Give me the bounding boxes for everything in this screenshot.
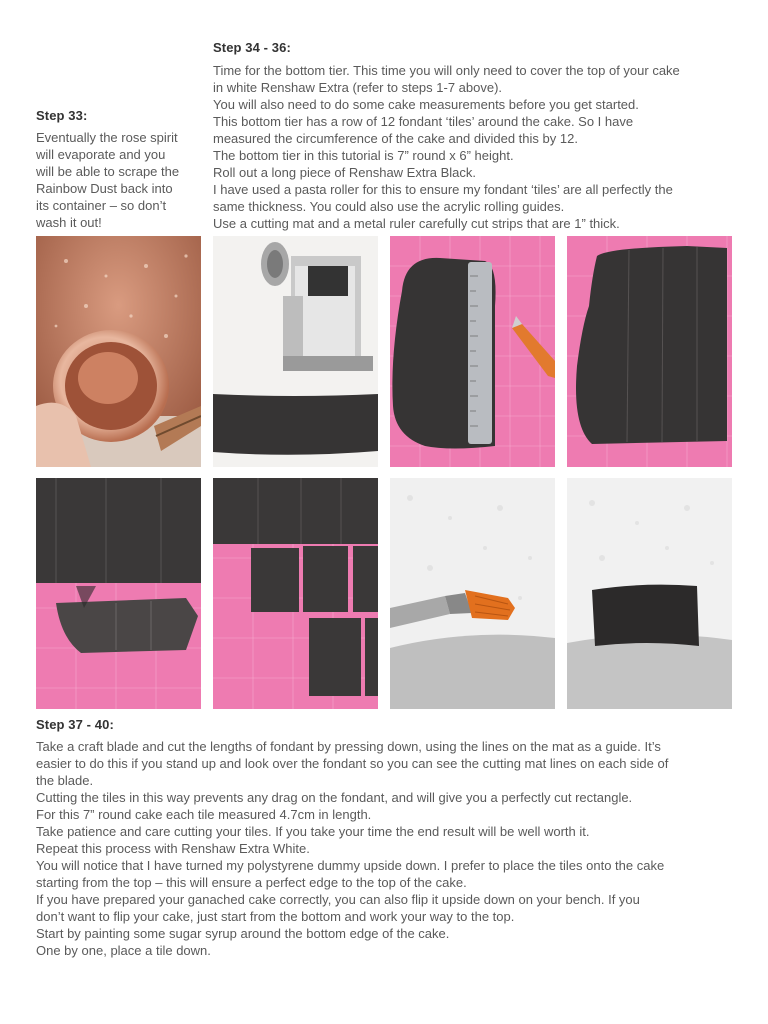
text-line: will be able to scrape the bbox=[36, 164, 180, 179]
step-34-36-heading: Step 34 - 36: bbox=[213, 40, 291, 55]
ruler-and-blade-photo bbox=[390, 236, 555, 467]
text-line: You will also need to do some cake measurements before you get started. bbox=[213, 97, 639, 112]
text-line: don’t want to flip your cake, just start from the bottom and work your way to the top. bbox=[36, 909, 515, 924]
text-line: Roll out a long piece of Renshaw Extra Black. bbox=[213, 165, 477, 180]
rose-gold-bowl-photo bbox=[36, 236, 201, 467]
step-37-40-heading: Step 37 - 40: bbox=[36, 717, 114, 732]
step-37-40-text bbox=[36, 738, 736, 959]
fondant-tiles-photo bbox=[213, 478, 378, 709]
text-line: Cutting the tiles in this way prevents any drag on the fondant, and will give you a perfectly cut rectangle. bbox=[36, 790, 633, 805]
text-line: wash it out! bbox=[36, 215, 102, 230]
text-line: Take a craft blade and cut the lengths of fondant by pressing down, using the lines on the mat as a guide. It’s bbox=[36, 739, 661, 754]
painting-syrup-photo bbox=[390, 478, 555, 709]
cutting-tiles-photo bbox=[36, 478, 201, 709]
step-33-heading: Step 33: bbox=[36, 108, 88, 123]
text-line: Rainbow Dust back into bbox=[36, 181, 173, 196]
text-line: the blade. bbox=[36, 773, 94, 788]
text-line: Use a cutting mat and a metal ruler carefully cut strips that are 1” thick. bbox=[213, 216, 620, 231]
text-line: its container – so don’t bbox=[36, 198, 167, 213]
cut-strips-photo bbox=[567, 236, 732, 467]
step-33-text bbox=[36, 129, 206, 231]
first-tile-photo bbox=[567, 478, 732, 709]
text-line: I have used a pasta roller for this to ensure my fondant ‘tiles’ are all perfectly the bbox=[213, 182, 673, 197]
text-line: The bottom tier in this tutorial is 7” round x 6” height. bbox=[213, 148, 514, 163]
text-line: You will notice that I have turned my polystyrene dummy upside down. I prefer to place the tiles onto the cake bbox=[36, 858, 665, 873]
pasta-roller-photo bbox=[213, 236, 378, 467]
text-line: will evaporate and you bbox=[36, 147, 166, 162]
text-line: in white Renshaw Extra (refer to steps 1-7 above). bbox=[213, 80, 503, 95]
text-line: same thickness. You could also use the acrylic rolling guides. bbox=[213, 199, 565, 214]
text-line: One by one, place a tile down. bbox=[36, 943, 211, 958]
text-line: starting from the top – this will ensure a perfect edge to the top of the cake. bbox=[36, 875, 467, 890]
text-line: easier to do this if you stand up and look over the fondant so you can see the cutting mat lines on each side of bbox=[36, 756, 669, 771]
step-34-36-text bbox=[213, 62, 753, 232]
text-line: This bottom tier has a row of 12 fondant ‘tiles’ around the cake. So I have bbox=[213, 114, 634, 129]
text-line: Start by painting some sugar syrup around the bottom edge of the cake. bbox=[36, 926, 450, 941]
text-line: For this 7” round cake each tile measured 4.7cm in length. bbox=[36, 807, 372, 822]
text-line: Repeat this process with Renshaw Extra White. bbox=[36, 841, 310, 856]
text-line: Time for the bottom tier. This time you will only need to cover the top of your cake bbox=[213, 63, 680, 78]
text-line: measured the circumference of the cake and divided this by 12. bbox=[213, 131, 578, 146]
text-line: Eventually the rose spirit bbox=[36, 130, 178, 145]
text-line: If you have prepared your ganached cake correctly, you can also flip it upside down on your bench. If you bbox=[36, 892, 640, 907]
text-line: Take patience and care cutting your tiles. If you take your time the end result will be well worth it. bbox=[36, 824, 590, 839]
